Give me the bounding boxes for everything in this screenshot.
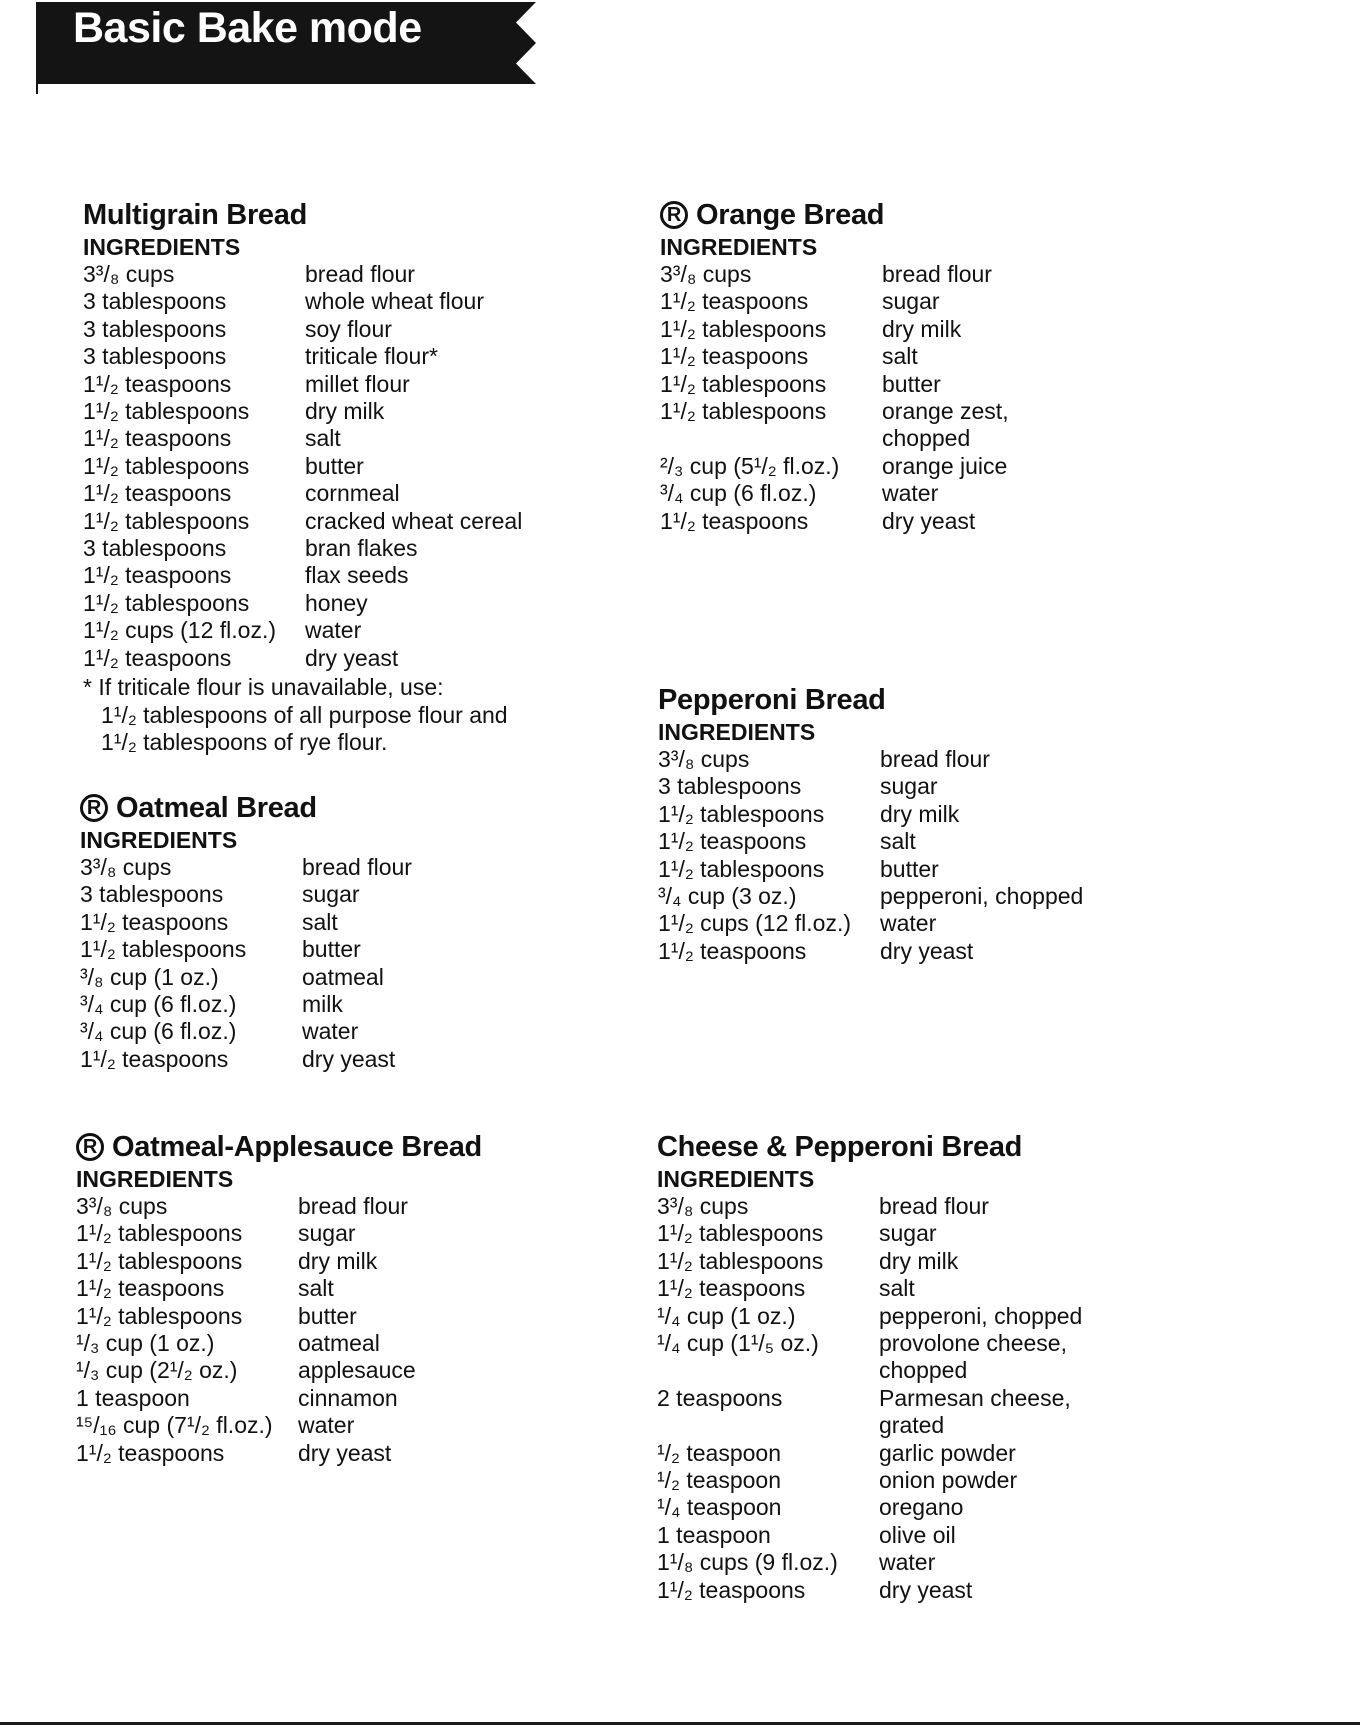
ingredient-quantity: 1¹/₂ tablespoons	[76, 1220, 243, 1247]
ingredient-row	[83, 535, 643, 562]
ingredient-name: Parmesan cheese,	[879, 1384, 1071, 1411]
ingredient-name: pepperoni, chopped	[880, 883, 1084, 910]
ingredient-row	[76, 1248, 636, 1275]
registered-r-icon: R	[76, 1133, 104, 1161]
ingredient-quantity: 3 tablespoons	[658, 773, 802, 800]
recipe-title-text: Oatmeal-Applesauce Bread	[112, 1130, 482, 1163]
ingredient-row	[660, 261, 1220, 288]
ingredient-quantity: 3 tablespoons	[83, 535, 227, 562]
ingredient-row	[83, 371, 643, 398]
ingredient-quantity: 1¹/₂ teaspoons	[80, 1045, 229, 1072]
ingredient-row	[76, 1357, 636, 1384]
ingredient-row	[80, 936, 640, 963]
ingredient-row	[660, 316, 1220, 343]
ingredient-row	[660, 288, 1220, 315]
registered-r-icon: R	[660, 201, 688, 229]
footnote-line: * If triticale flour is unavailable, use:	[83, 674, 444, 701]
ingredient-quantity: 1¹/₂ teaspoons	[76, 1275, 225, 1302]
ingredient-quantity: ¹/₃ cup (2¹/₂ oz.)	[76, 1357, 238, 1384]
ingredient-name: cracked wheat cereal	[305, 507, 523, 534]
ingredient-name: dry milk	[298, 1247, 378, 1274]
ingredient-quantity: 1¹/₂ tablespoons	[83, 507, 250, 534]
ingredient-quantity: 3³/₈ cups	[660, 261, 752, 287]
ingredient-quantity: 1¹/₂ tablespoons	[658, 855, 825, 882]
ingredients-header: INGREDIENTS	[657, 1166, 815, 1192]
ingredient-row	[657, 1303, 1217, 1330]
banner-divider	[36, 84, 38, 94]
ingredient-quantity: ³/₄ cup (6 fl.oz.)	[80, 991, 237, 1018]
ingredient-quantity: ²/₃ cup (5¹/₂ fl.oz.)	[660, 452, 840, 479]
ingredient-name: butter	[880, 855, 939, 882]
ingredient-name: salt	[880, 828, 916, 855]
ingredient-name: bread flour	[882, 261, 992, 287]
ingredient-name: dry milk	[879, 1247, 959, 1274]
ingredient-row	[83, 508, 643, 535]
ingredient-name: dry yeast	[882, 507, 976, 534]
ingredient-name: bread flour	[298, 1193, 408, 1219]
ingredient-row	[657, 1385, 1217, 1412]
ingredient-quantity: 1¹/₈ cups (9 fl.oz.)	[657, 1549, 838, 1576]
ingredient-row	[83, 590, 643, 617]
ingredient-name: honey	[305, 589, 368, 616]
ingredient-name: dry milk	[305, 398, 385, 425]
ingredient-quantity: 1¹/₂ teaspoons	[80, 908, 229, 935]
ingredient-row	[657, 1494, 1217, 1521]
recipe-card	[657, 1129, 1217, 1604]
ingredient-row	[83, 480, 643, 507]
ingredient-name: bread flour	[302, 854, 412, 880]
ingredient-row	[660, 508, 1220, 535]
ingredient-name: bran flakes	[305, 535, 418, 562]
ingredient-quantity: 1 teaspoon	[657, 1521, 771, 1548]
ingredient-quantity: 3³/₈ cups	[76, 1193, 168, 1219]
ingredient-row	[660, 398, 1220, 425]
ingredient-name: millet flour	[305, 370, 410, 397]
ingredient-quantity: 1¹/₂ teaspoons	[657, 1275, 806, 1302]
ingredient-row	[658, 773, 1218, 800]
ingredient-quantity: 1¹/₂ teaspoons	[83, 480, 232, 507]
ingredient-name: sugar	[302, 881, 360, 908]
ingredient-quantity: 1¹/₂ tablespoons	[76, 1302, 243, 1329]
ingredient-name: sugar	[879, 1220, 937, 1247]
ingredients-header: INGREDIENTS	[80, 827, 238, 853]
ingredient-quantity: 1¹/₂ tablespoons	[657, 1220, 824, 1247]
ingredient-quantity: 1¹/₂ tablespoons	[660, 315, 827, 342]
recipe-title	[657, 1129, 1217, 1165]
ingredient-row	[657, 1275, 1217, 1302]
recipe-title	[76, 1129, 636, 1165]
ingredient-row	[657, 1549, 1217, 1576]
recipe-title-text: Cheese & Pepperoni Bread	[657, 1130, 1023, 1163]
ingredient-row	[76, 1303, 636, 1330]
ingredient-name: water	[298, 1412, 355, 1439]
ingredient-quantity: 1¹/₂ teaspoons	[657, 1576, 806, 1603]
ingredient-row	[80, 964, 640, 991]
recipe-title	[660, 197, 1220, 233]
ingredient-quantity: 1¹/₂ tablespoons	[658, 800, 825, 827]
ingredient-row	[660, 453, 1220, 480]
ingredient-name: grated	[879, 1412, 945, 1439]
ingredient-quantity	[660, 425, 882, 452]
ingredient-name: triticale flour*	[305, 343, 438, 370]
ingredient-quantity: ¹/₄ cup (1¹/₅ oz.)	[657, 1330, 819, 1357]
ingredient-quantity: 1¹/₂ teaspoons	[658, 828, 807, 855]
ingredient-quantity: 1¹/₂ tablespoons	[76, 1247, 243, 1274]
ingredient-row	[83, 288, 643, 315]
ingredient-quantity: 1¹/₂ tablespoons	[657, 1247, 824, 1274]
ingredient-row	[660, 480, 1220, 507]
ingredient-name: sugar	[880, 773, 938, 800]
ingredient-name: pepperoni, chopped	[879, 1302, 1083, 1329]
footnote-line: 1¹/₂ tablespoons of rye flour.	[101, 728, 388, 755]
ingredient-name: salt	[302, 908, 338, 935]
ingredient-name: garlic powder	[879, 1439, 1016, 1466]
ingredient-row	[76, 1440, 636, 1467]
ingredient-row	[76, 1330, 636, 1357]
ingredient-name: sugar	[882, 288, 940, 315]
ingredient-quantity: 1¹/₂ teaspoons	[83, 562, 232, 589]
ingredient-quantity: 1¹/₂ teaspoons	[658, 937, 807, 964]
ingredient-name: chopped	[879, 1357, 968, 1384]
ingredient-name: onion powder	[879, 1467, 1018, 1494]
ingredient-quantity: 1 teaspoon	[76, 1384, 190, 1411]
ingredient-quantity: 1¹/₂ cups (12 fl.oz.)	[658, 910, 851, 937]
ingredient-name: water	[302, 1018, 359, 1045]
recipe-card	[76, 1129, 636, 1467]
ingredient-row	[83, 343, 643, 370]
ingredient-quantity	[657, 1412, 879, 1439]
ingredient-quantity: 3³/₈ cups	[657, 1193, 749, 1219]
ingredient-row	[657, 1330, 1217, 1357]
ingredient-row	[80, 991, 640, 1018]
ingredient-quantity: 1¹/₂ teaspoons	[83, 644, 232, 671]
ingredient-row	[80, 881, 640, 908]
ingredient-name: dry yeast	[880, 937, 974, 964]
ingredient-row	[76, 1412, 636, 1439]
ingredient-quantity	[657, 1357, 879, 1384]
ingredient-row	[658, 828, 1218, 855]
ingredient-quantity: 1¹/₂ teaspoons	[76, 1439, 225, 1466]
ingredient-row	[83, 645, 643, 672]
ingredient-quantity: ¹/₂ teaspoon	[657, 1467, 782, 1494]
ingredient-row	[657, 1412, 1217, 1439]
ingredient-quantity: ¹/₄ cup (1 oz.)	[657, 1302, 796, 1329]
ingredient-quantity: 1¹/₂ teaspoons	[660, 507, 809, 534]
ingredient-row	[83, 617, 643, 644]
footnote	[83, 674, 643, 756]
ingredient-name: butter	[302, 936, 361, 963]
recipe-title-text: Multigrain Bread	[83, 198, 307, 231]
ingredient-quantity: 2 teaspoons	[657, 1384, 783, 1411]
ingredient-quantity: 1¹/₂ cups (12 fl.oz.)	[83, 617, 276, 644]
ingredient-row	[657, 1467, 1217, 1494]
ingredient-quantity: ³/₄ cup (6 fl.oz.)	[80, 1018, 237, 1045]
ingredient-quantity: ¹/₄ teaspoon	[657, 1494, 782, 1521]
ingredient-row	[657, 1440, 1217, 1467]
ingredient-quantity: 1¹/₂ tablespoons	[83, 398, 250, 425]
ingredient-name: sugar	[298, 1220, 356, 1247]
bottom-divider	[0, 1722, 1360, 1725]
ingredient-name: salt	[879, 1275, 915, 1302]
ingredient-name: dry yeast	[305, 644, 399, 671]
ingredients-header: INGREDIENTS	[658, 719, 816, 745]
ingredient-quantity: 1¹/₂ teaspoons	[83, 370, 232, 397]
ingredient-name: milk	[302, 991, 343, 1018]
page-title: Basic Bake mode	[73, 4, 422, 52]
ingredient-name: olive oil	[879, 1521, 956, 1548]
ingredient-name: dry milk	[882, 315, 962, 342]
ingredient-row	[76, 1275, 636, 1302]
recipe-title-text: Pepperoni Bread	[658, 683, 886, 716]
ingredient-name: dry yeast	[302, 1045, 396, 1072]
ingredient-quantity: 3 tablespoons	[83, 315, 227, 342]
ingredient-row	[657, 1357, 1217, 1384]
ingredient-name: dry yeast	[298, 1439, 392, 1466]
ingredient-name: applesauce	[298, 1357, 416, 1384]
recipe-title	[83, 197, 643, 233]
ingredient-row	[660, 371, 1220, 398]
ingredient-row	[80, 854, 640, 881]
ingredient-name: butter	[305, 452, 364, 479]
ingredient-quantity: ¹⁵/₁₆ cup (7¹/₂ fl.oz.)	[76, 1412, 273, 1439]
ingredient-row	[83, 316, 643, 343]
ingredient-name: oregano	[879, 1494, 964, 1521]
ingredient-row	[76, 1220, 636, 1247]
ingredient-row	[76, 1385, 636, 1412]
ingredient-name: chopped	[882, 425, 971, 452]
ingredient-quantity: 1¹/₂ tablespoons	[660, 370, 827, 397]
ingredient-row	[660, 343, 1220, 370]
ingredient-quantity: 1¹/₂ tablespoons	[83, 452, 250, 479]
ingredient-name: salt	[882, 343, 918, 370]
ingredient-name: whole wheat flour	[305, 288, 484, 315]
ingredient-row	[83, 562, 643, 589]
ingredient-name: water	[880, 910, 937, 937]
ingredients-header: INGREDIENTS	[83, 234, 241, 260]
recipe-title	[80, 790, 640, 826]
ingredient-row	[83, 398, 643, 425]
ingredient-row	[658, 910, 1218, 937]
ingredient-quantity: 1¹/₂ teaspoons	[660, 343, 809, 370]
ingredient-row	[657, 1248, 1217, 1275]
ingredient-row	[660, 425, 1220, 452]
ingredient-name: cinnamon	[298, 1384, 398, 1411]
ingredient-name: water	[305, 617, 362, 644]
ingredient-row	[83, 261, 643, 288]
ingredient-name: oatmeal	[298, 1330, 380, 1357]
ingredient-quantity: ¹/₃ cup (1 oz.)	[76, 1330, 215, 1357]
ingredient-row	[657, 1193, 1217, 1220]
ingredient-row	[658, 938, 1218, 965]
ingredient-quantity: 3³/₈ cups	[80, 854, 172, 880]
ingredient-quantity: 1¹/₂ tablespoons	[660, 398, 827, 425]
ingredient-quantity: 3³/₈ cups	[83, 261, 175, 287]
ingredient-name: bread flour	[879, 1193, 989, 1219]
ingredient-row	[658, 746, 1218, 773]
footnote-line: 1¹/₂ tablespoons of all purpose flour and	[101, 701, 508, 728]
ingredients-header: INGREDIENTS	[660, 234, 818, 260]
ingredient-quantity: ³/₈ cup (1 oz.)	[80, 963, 219, 990]
ingredients-header: INGREDIENTS	[76, 1166, 234, 1192]
ingredient-name: butter	[882, 370, 941, 397]
ingredient-quantity: 3 tablespoons	[83, 288, 227, 315]
ingredient-row	[80, 909, 640, 936]
ingredient-row	[80, 1046, 640, 1073]
ingredient-name: dry milk	[880, 800, 960, 827]
ingredient-row	[83, 425, 643, 452]
ingredient-quantity: 3³/₈ cups	[658, 746, 750, 772]
ingredient-row	[658, 801, 1218, 828]
ingredient-name: soy flour	[305, 315, 392, 342]
recipe-title	[658, 682, 1218, 718]
ingredient-quantity: 3 tablespoons	[83, 343, 227, 370]
ingredient-name: bread flour	[880, 746, 990, 772]
ingredient-row	[657, 1522, 1217, 1549]
ingredient-row	[658, 883, 1218, 910]
ingredient-row	[83, 453, 643, 480]
ingredient-name: bread flour	[305, 261, 415, 287]
ingredient-name: water	[882, 480, 939, 507]
ingredient-quantity: ³/₄ cup (3 oz.)	[658, 883, 797, 910]
ingredient-name: salt	[305, 425, 341, 452]
ingredient-name: dry yeast	[879, 1576, 973, 1603]
ingredient-quantity: 1¹/₂ teaspoons	[83, 425, 232, 452]
ingredient-name: orange zest,	[882, 398, 1009, 425]
recipe-card	[83, 197, 643, 756]
ingredient-name: cornmeal	[305, 480, 400, 507]
ingredient-quantity: 1¹/₂ tablespoons	[83, 589, 250, 616]
ingredient-name: provolone cheese,	[879, 1330, 1067, 1357]
ingredient-row	[80, 1018, 640, 1045]
registered-r-icon: R	[80, 794, 108, 822]
ingredient-name: flax seeds	[305, 562, 409, 589]
ingredient-name: salt	[298, 1275, 334, 1302]
ingredient-row	[657, 1220, 1217, 1247]
ingredient-quantity: 1¹/₂ teaspoons	[660, 288, 809, 315]
ingredient-quantity: ¹/₂ teaspoon	[657, 1439, 782, 1466]
ingredient-quantity: 3 tablespoons	[80, 881, 224, 908]
ingredient-row	[657, 1577, 1217, 1604]
ingredient-quantity: ³/₄ cup (6 fl.oz.)	[660, 480, 817, 507]
recipe-title-text: Orange Bread	[696, 198, 885, 231]
ingredient-row	[76, 1193, 636, 1220]
ingredient-row	[658, 856, 1218, 883]
ingredient-quantity: 1¹/₂ tablespoons	[80, 936, 247, 963]
recipe-card	[658, 682, 1218, 965]
ingredient-name: butter	[298, 1302, 357, 1329]
ingredient-name: orange juice	[882, 452, 1008, 479]
recipe-card	[80, 790, 640, 1073]
recipe-card	[660, 197, 1220, 535]
ingredient-name: water	[879, 1549, 936, 1576]
ingredient-name: oatmeal	[302, 963, 384, 990]
recipe-title-text: Oatmeal Bread	[116, 791, 317, 824]
